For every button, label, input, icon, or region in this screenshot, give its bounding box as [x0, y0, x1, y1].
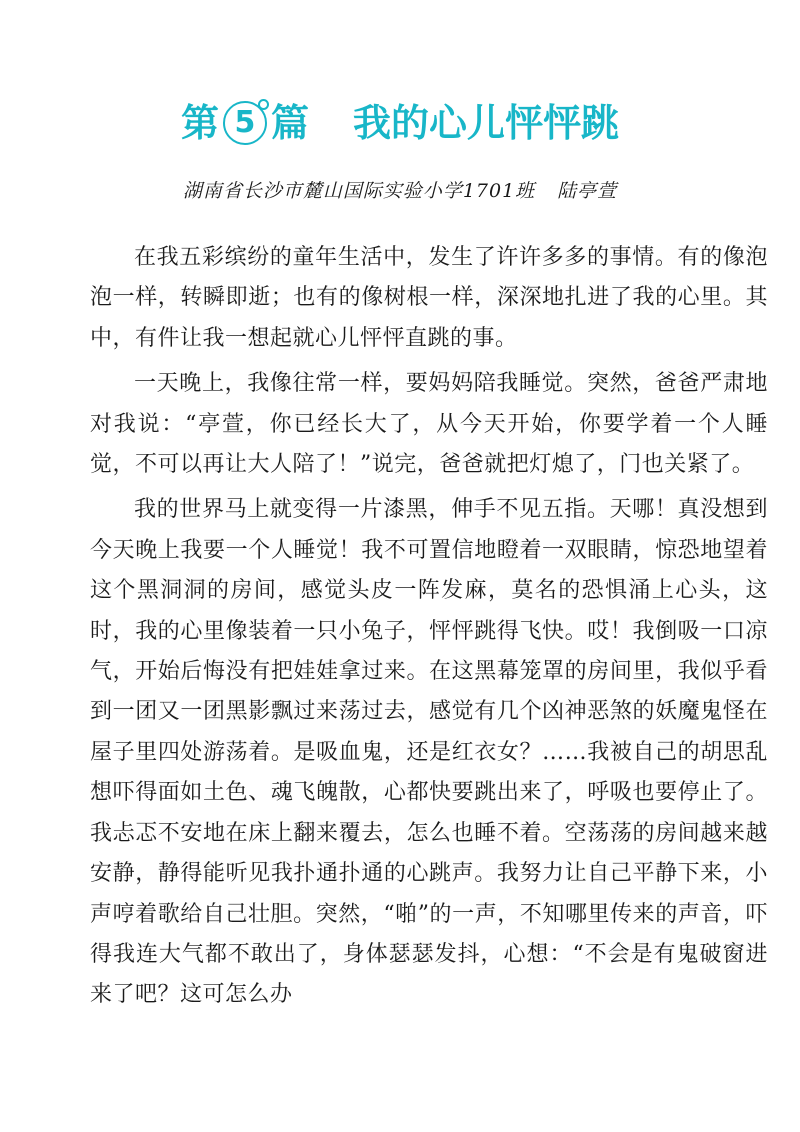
title-prefix: 第 [180, 100, 219, 145]
paragraph: 在我五彩缤纷的童年生活中，发生了许许多多的事情。有的像泡泡一样，转瞬即逝；也有的像树根一样，深深地扎进了我的心里。其中，有件让我一想起就心儿怦怦直跳的事。 [90, 245, 768, 351]
paragraph: 一天晚上，我像往常一样，要妈妈陪我睡觉。突然，爸爸严肃地对我说：“亭萱，你已经长大了，从今天开始，你要学着一个人睡觉，不可以再让大人陪了！”说完，爸爸就把灯熄了，门也关紧了。 [90, 371, 768, 478]
title-suffix: 篇 [270, 100, 309, 145]
title-text: 我的心儿怦怦跳 [353, 100, 620, 145]
paragraph: 我的世界马上就变得一片漆黑，伸手不见五指。天哪！真没想到今天晚上我要一个人睡觉！我不可置信地瞪着一双眼睛，惊恐地望着这个黑洞洞的房间，感觉头皮一阵发麻，莫名的恐惧涌上心头，这时，我的心里像装着一只小兔子，怦怦跳得飞快。哎！我倒吸一口凉气，开始后悔没有把娃娃拿过来。在这黑幕笼罩的房间里，我似乎看到一团又一团黑影飘过来荡过去，感觉有几个凶神恶煞的妖魔鬼怪在屋子里四处游荡着。是吸血鬼，还是红衣女？……我被自己的胡思乱想吓得面如土色、魂飞魄散，心都快要跳出来了，呼吸也要停止了。我忐忑不安地在床上翻来覆去，怎么也睡不着。空荡荡的房间越来越安静，静得能听见我扑通扑通的心跳声。我努力让自己平静下来，小声哼着歌给自己壮胆。突然，“啪”的一声，不知哪里传来的声音，吓得我连大气都不敢出了，身体瑟瑟发抖，心想：“不会是有鬼破窗进来了吧？这可怎么办 [90, 497, 768, 1008]
chapter-number-badge: 5 [223, 101, 267, 145]
author-school: 湖南省长沙市麓山国际实验小学1701班 [182, 180, 536, 202]
author-line [0, 176, 800, 206]
author-name: 陆亭萱 [557, 180, 618, 202]
essay-body [90, 238, 768, 1021]
essay-title [0, 92, 800, 151]
